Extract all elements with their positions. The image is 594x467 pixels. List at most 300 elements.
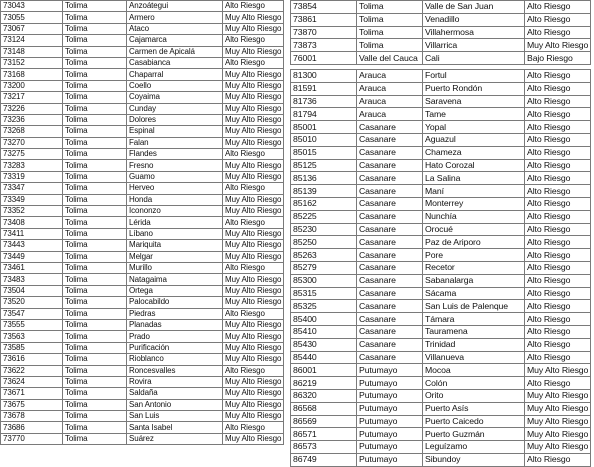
risk-level-cell: Alto Riesgo	[525, 351, 591, 364]
table-row	[1, 251, 284, 262]
municipality-cell: Recetor	[423, 261, 525, 274]
risk-level-cell: Alto Riesgo	[525, 338, 591, 351]
code-cell: 73152	[1, 57, 63, 68]
department-cell: Tolima	[63, 126, 127, 137]
risk-level-cell: Muy Alto Riesgo	[223, 297, 284, 308]
municipality-cell: Sabanalarga	[423, 274, 525, 287]
municipality-cell: Armero	[127, 12, 223, 23]
department-cell: Arauca	[357, 69, 423, 82]
table-row	[1, 399, 284, 410]
table-row	[291, 172, 591, 185]
table-row	[1, 228, 284, 239]
municipality-cell: Villahermosa	[423, 26, 525, 39]
department-cell: Tolima	[63, 342, 127, 353]
code-cell: 73483	[1, 274, 63, 285]
risk-level-cell: Alto Riesgo	[525, 210, 591, 223]
department-cell: Tolima	[63, 319, 127, 330]
table-row	[291, 236, 591, 249]
municipality-cell: Orito	[423, 389, 525, 402]
code-cell: 85136	[291, 172, 357, 185]
table-row	[291, 261, 591, 274]
code-cell: 86320	[291, 389, 357, 402]
risk-level-cell: Muy Alto Riesgo	[223, 376, 284, 387]
department-cell: Casanare	[357, 236, 423, 249]
table-row	[291, 146, 591, 159]
code-cell: 85010	[291, 133, 357, 146]
code-cell: 73200	[1, 80, 63, 91]
risk-level-cell: Alto Riesgo	[525, 377, 591, 390]
department-cell: Casanare	[357, 325, 423, 338]
risk-level-cell: Muy Alto Riesgo	[223, 114, 284, 125]
code-cell: 73067	[1, 23, 63, 34]
code-cell: 73217	[1, 92, 63, 103]
table-row	[291, 377, 591, 390]
code-cell: 85230	[291, 223, 357, 236]
table-row	[1, 354, 284, 365]
municipality-cell: Natagaima	[127, 274, 223, 285]
municipality-cell: Tauramena	[423, 325, 525, 338]
department-cell: Tolima	[63, 251, 127, 262]
municipality-cell: Roncesvalles	[127, 365, 223, 376]
department-cell: Tolima	[63, 69, 127, 80]
department-cell: Putumayo	[357, 453, 423, 466]
code-cell: 73678	[1, 411, 63, 422]
code-cell: 73411	[1, 228, 63, 239]
risk-level-cell: Alto Riesgo	[525, 287, 591, 300]
department-cell: Tolima	[63, 171, 127, 182]
risk-level-cell: Muy Alto Riesgo	[223, 194, 284, 205]
table-row	[291, 26, 591, 39]
code-cell: 85430	[291, 338, 357, 351]
code-cell: 86571	[291, 428, 357, 441]
code-cell: 73443	[1, 240, 63, 251]
code-cell: 73347	[1, 183, 63, 194]
municipality-cell: San Luis de Palenque	[423, 300, 525, 313]
code-cell: 85125	[291, 159, 357, 172]
municipality-risk-table-right-bottom	[290, 69, 591, 467]
municipality-cell: Anzoátegui	[127, 1, 223, 12]
table-row	[291, 159, 591, 172]
department-cell: Tolima	[63, 331, 127, 342]
code-cell: 73555	[1, 319, 63, 330]
risk-level-cell: Muy Alto Riesgo	[223, 354, 284, 365]
municipality-cell: Ataco	[127, 23, 223, 34]
table-row	[291, 185, 591, 198]
department-cell: Putumayo	[357, 428, 423, 441]
municipality-cell: Purificación	[127, 342, 223, 353]
municipality-cell: Icononzo	[127, 206, 223, 217]
municipality-risk-table-left	[0, 0, 284, 445]
department-cell: Tolima	[63, 422, 127, 433]
risk-level-cell: Alto Riesgo	[525, 69, 591, 82]
code-cell: 85300	[291, 274, 357, 287]
municipality-cell: Trinidad	[423, 338, 525, 351]
risk-level-cell: Muy Alto Riesgo	[223, 251, 284, 262]
right-table-panel	[290, 0, 594, 467]
risk-level-cell: Alto Riesgo	[525, 26, 591, 39]
municipality-cell: Santa Isabel	[127, 422, 223, 433]
risk-level-cell: Alto Riesgo	[223, 149, 284, 160]
department-cell: Tolima	[357, 13, 423, 26]
department-cell: Tolima	[63, 262, 127, 273]
code-cell: 73675	[1, 399, 63, 410]
code-cell: 73226	[1, 103, 63, 114]
table-row	[1, 46, 284, 57]
table-row	[1, 35, 284, 46]
municipality-cell: Saravena	[423, 95, 525, 108]
code-cell: 85225	[291, 210, 357, 223]
table-row	[291, 13, 591, 26]
risk-level-cell: Alto Riesgo	[525, 146, 591, 159]
risk-level-cell: Alto Riesgo	[525, 82, 591, 95]
risk-level-cell: Muy Alto Riesgo	[223, 342, 284, 353]
table-row	[1, 308, 284, 319]
table-row	[1, 285, 284, 296]
code-cell: 73349	[1, 194, 63, 205]
code-cell: 73408	[1, 217, 63, 228]
code-cell: 73283	[1, 160, 63, 171]
risk-level-cell: Alto Riesgo	[525, 1, 591, 14]
municipality-cell: Lérida	[127, 217, 223, 228]
table-row	[291, 69, 591, 82]
department-cell: Casanare	[357, 287, 423, 300]
table-row	[291, 441, 591, 454]
code-cell: 85162	[291, 197, 357, 210]
table-row	[291, 338, 591, 351]
department-cell: Tolima	[63, 433, 127, 444]
risk-level-cell: Muy Alto Riesgo	[223, 171, 284, 182]
code-cell: 73585	[1, 342, 63, 353]
municipality-cell: Piedras	[127, 308, 223, 319]
code-cell: 85279	[291, 261, 357, 274]
department-cell: Casanare	[357, 197, 423, 210]
municipality-cell: Hato Corozal	[423, 159, 525, 172]
table-row	[291, 287, 591, 300]
risk-level-cell: Alto Riesgo	[525, 133, 591, 146]
municipality-cell: Puerto Asís	[423, 402, 525, 415]
department-cell: Casanare	[357, 185, 423, 198]
department-cell: Tolima	[63, 365, 127, 376]
code-cell: 73624	[1, 376, 63, 387]
code-cell: 73268	[1, 126, 63, 137]
risk-level-cell: Alto Riesgo	[525, 313, 591, 326]
code-cell: 73770	[1, 433, 63, 444]
department-cell: Tolima	[63, 411, 127, 422]
municipality-cell: Sibundoy	[423, 453, 525, 466]
department-cell: Tolima	[63, 114, 127, 125]
municipality-cell: Guamo	[127, 171, 223, 182]
risk-level-cell: Muy Alto Riesgo	[223, 319, 284, 330]
department-cell: Casanare	[357, 313, 423, 326]
department-cell: Arauca	[357, 82, 423, 95]
municipality-cell: Flandes	[127, 149, 223, 160]
code-cell: 73124	[1, 35, 63, 46]
risk-level-cell: Muy Alto Riesgo	[223, 126, 284, 137]
risk-level-cell: Muy Alto Riesgo	[525, 415, 591, 428]
code-cell: 85400	[291, 313, 357, 326]
table-row	[291, 402, 591, 415]
department-cell: Tolima	[63, 149, 127, 160]
table-row	[1, 149, 284, 160]
table-row	[1, 411, 284, 422]
department-cell: Tolima	[357, 26, 423, 39]
municipality-cell: La Salina	[423, 172, 525, 185]
code-cell: 73520	[1, 297, 63, 308]
table-row	[1, 365, 284, 376]
department-cell: Tolima	[63, 1, 127, 12]
table-row	[291, 108, 591, 121]
department-cell: Casanare	[357, 261, 423, 274]
code-cell: 73275	[1, 149, 63, 160]
department-cell: Casanare	[357, 172, 423, 185]
table-row	[1, 114, 284, 125]
municipality-cell: Cali	[423, 52, 525, 65]
code-cell: 85250	[291, 236, 357, 249]
risk-level-cell: Alto Riesgo	[223, 1, 284, 12]
department-cell: Tolima	[63, 297, 127, 308]
municipality-cell: Paz de Ariporo	[423, 236, 525, 249]
municipality-cell: Mariquita	[127, 240, 223, 251]
municipality-cell: Valle de San Juan	[423, 1, 525, 14]
risk-level-cell: Muy Alto Riesgo	[223, 399, 284, 410]
code-cell: 86001	[291, 364, 357, 377]
risk-level-cell: Alto Riesgo	[525, 453, 591, 466]
risk-level-cell: Alto Riesgo	[525, 261, 591, 274]
risk-level-cell: Muy Alto Riesgo	[525, 402, 591, 415]
code-cell: 81794	[291, 108, 357, 121]
department-cell: Tolima	[63, 274, 127, 285]
table-row	[1, 23, 284, 34]
department-cell: Putumayo	[357, 415, 423, 428]
municipality-cell: Chaparral	[127, 69, 223, 80]
risk-level-cell: Muy Alto Riesgo	[223, 137, 284, 148]
table-row	[291, 415, 591, 428]
department-cell: Tolima	[63, 46, 127, 57]
risk-level-cell: Muy Alto Riesgo	[223, 206, 284, 217]
code-cell: 85263	[291, 249, 357, 262]
risk-level-cell: Alto Riesgo	[525, 236, 591, 249]
code-cell: 81736	[291, 95, 357, 108]
department-cell: Arauca	[357, 108, 423, 121]
municipality-cell: Sácama	[423, 287, 525, 300]
table-row	[1, 137, 284, 148]
department-cell: Tolima	[63, 80, 127, 91]
code-cell: 86749	[291, 453, 357, 466]
municipality-cell: Espinal	[127, 126, 223, 137]
department-cell: Tolima	[63, 137, 127, 148]
department-cell: Tolima	[63, 12, 127, 23]
risk-level-cell: Alto Riesgo	[525, 300, 591, 313]
department-cell: Tolima	[63, 103, 127, 114]
municipality-cell: Coyaima	[127, 92, 223, 103]
municipality-cell: Nunchía	[423, 210, 525, 223]
department-cell: Tolima	[357, 39, 423, 52]
code-cell: 85315	[291, 287, 357, 300]
table-row	[1, 217, 284, 228]
risk-level-cell: Muy Alto Riesgo	[223, 23, 284, 34]
code-cell: 73870	[291, 26, 357, 39]
department-cell: Putumayo	[357, 389, 423, 402]
risk-level-cell: Muy Alto Riesgo	[223, 80, 284, 91]
department-cell: Tolima	[63, 57, 127, 68]
code-cell: 85139	[291, 185, 357, 198]
code-cell: 85015	[291, 146, 357, 159]
municipality-cell: Orocué	[423, 223, 525, 236]
code-cell: 81591	[291, 82, 357, 95]
municipality-cell: Casabianca	[127, 57, 223, 68]
municipality-cell: Maní	[423, 185, 525, 198]
risk-level-cell: Alto Riesgo	[223, 262, 284, 273]
code-cell: 73504	[1, 285, 63, 296]
table-row	[291, 1, 591, 14]
municipality-cell: Suárez	[127, 433, 223, 444]
municipality-cell: Puerto Guzmán	[423, 428, 525, 441]
municipality-cell: Cajamarca	[127, 35, 223, 46]
code-cell: 86219	[291, 377, 357, 390]
code-cell: 73547	[1, 308, 63, 319]
department-cell: Casanare	[357, 274, 423, 287]
municipality-cell: Fresno	[127, 160, 223, 171]
right-bottom-table-body	[291, 69, 591, 466]
department-cell: Casanare	[357, 249, 423, 262]
table-row	[1, 80, 284, 91]
table-row	[1, 12, 284, 23]
department-cell: Tolima	[63, 206, 127, 217]
table-row	[1, 433, 284, 444]
municipality-cell: Aguazul	[423, 133, 525, 146]
department-cell: Tolima	[63, 217, 127, 228]
municipality-cell: Carmen de Apicalá	[127, 46, 223, 57]
code-cell: 86568	[291, 402, 357, 415]
table-row	[1, 297, 284, 308]
table-row	[291, 313, 591, 326]
risk-level-cell: Alto Riesgo	[525, 95, 591, 108]
municipality-cell: Líbano	[127, 228, 223, 239]
table-row	[291, 52, 591, 65]
table-row	[1, 194, 284, 205]
code-cell: 73236	[1, 114, 63, 125]
municipality-cell: Ortega	[127, 285, 223, 296]
table-row	[291, 364, 591, 377]
table-row	[291, 274, 591, 287]
municipality-cell: Rovira	[127, 376, 223, 387]
code-cell: 73168	[1, 69, 63, 80]
code-cell: 73055	[1, 12, 63, 23]
code-cell: 85440	[291, 351, 357, 364]
risk-level-cell: Alto Riesgo	[223, 308, 284, 319]
table-row	[1, 171, 284, 182]
left-table-panel	[0, 0, 287, 445]
municipality-cell: Palocabildo	[127, 297, 223, 308]
department-cell: Casanare	[357, 133, 423, 146]
table-row	[1, 376, 284, 387]
department-cell: Tolima	[63, 194, 127, 205]
department-cell: Tolima	[63, 376, 127, 387]
code-cell: 73873	[291, 39, 357, 52]
table-row	[1, 206, 284, 217]
table-row	[1, 92, 284, 103]
municipality-cell: Cunday	[127, 103, 223, 114]
municipality-cell: Prado	[127, 331, 223, 342]
department-cell: Tolima	[63, 35, 127, 46]
department-cell: Tolima	[63, 183, 127, 194]
department-cell: Casanare	[357, 146, 423, 159]
department-cell: Putumayo	[357, 377, 423, 390]
table-row	[291, 428, 591, 441]
risk-level-cell: Alto Riesgo	[525, 197, 591, 210]
risk-level-cell: Muy Alto Riesgo	[525, 441, 591, 454]
department-cell: Putumayo	[357, 402, 423, 415]
department-cell: Casanare	[357, 351, 423, 364]
department-cell: Casanare	[357, 121, 423, 134]
municipality-cell: Colón	[423, 377, 525, 390]
table-row	[291, 249, 591, 262]
municipality-cell: Dolores	[127, 114, 223, 125]
table-row	[1, 274, 284, 285]
table-row	[1, 69, 284, 80]
municipality-cell: Venadillo	[423, 13, 525, 26]
code-cell: 86569	[291, 415, 357, 428]
department-cell: Casanare	[357, 300, 423, 313]
risk-level-cell: Muy Alto Riesgo	[223, 433, 284, 444]
risk-level-cell: Muy Alto Riesgo	[223, 240, 284, 251]
risk-level-cell: Muy Alto Riesgo	[223, 331, 284, 342]
risk-level-cell: Alto Riesgo	[525, 121, 591, 134]
risk-level-cell: Muy Alto Riesgo	[223, 388, 284, 399]
municipality-cell: Falan	[127, 137, 223, 148]
table-row	[291, 351, 591, 364]
municipality-cell: Tame	[423, 108, 525, 121]
department-cell: Putumayo	[357, 364, 423, 377]
table-row	[291, 300, 591, 313]
code-cell: 73622	[1, 365, 63, 376]
municipality-risk-table-right-top	[290, 0, 591, 65]
table-row	[291, 223, 591, 236]
code-cell: 86573	[291, 441, 357, 454]
municipality-cell: Rioblanco	[127, 354, 223, 365]
risk-level-cell: Alto Riesgo	[223, 422, 284, 433]
department-cell: Tolima	[63, 23, 127, 34]
risk-level-cell: Muy Alto Riesgo	[223, 12, 284, 23]
table-row	[1, 160, 284, 171]
department-cell: Tolima	[63, 240, 127, 251]
risk-level-cell: Alto Riesgo	[525, 172, 591, 185]
table-row	[291, 95, 591, 108]
table-row	[1, 422, 284, 433]
table-row	[1, 240, 284, 251]
department-cell: Tolima	[63, 228, 127, 239]
code-cell: 73352	[1, 206, 63, 217]
risk-level-cell: Muy Alto Riesgo	[223, 228, 284, 239]
risk-level-cell: Muy Alto Riesgo	[223, 285, 284, 296]
department-cell: Valle del Cauca	[357, 52, 423, 65]
code-cell: 73854	[291, 1, 357, 14]
department-cell: Casanare	[357, 223, 423, 236]
department-cell: Tolima	[63, 308, 127, 319]
table-row	[1, 57, 284, 68]
department-cell: Casanare	[357, 338, 423, 351]
municipality-cell: Honda	[127, 194, 223, 205]
department-cell: Tolima	[63, 285, 127, 296]
risk-level-cell: Muy Alto Riesgo	[223, 69, 284, 80]
risk-level-cell: Alto Riesgo	[525, 274, 591, 287]
code-cell: 73616	[1, 354, 63, 365]
table-row	[291, 197, 591, 210]
table-row	[291, 133, 591, 146]
risk-level-cell: Muy Alto Riesgo	[525, 39, 591, 52]
municipality-cell: Melgar	[127, 251, 223, 262]
code-cell: 73270	[1, 137, 63, 148]
